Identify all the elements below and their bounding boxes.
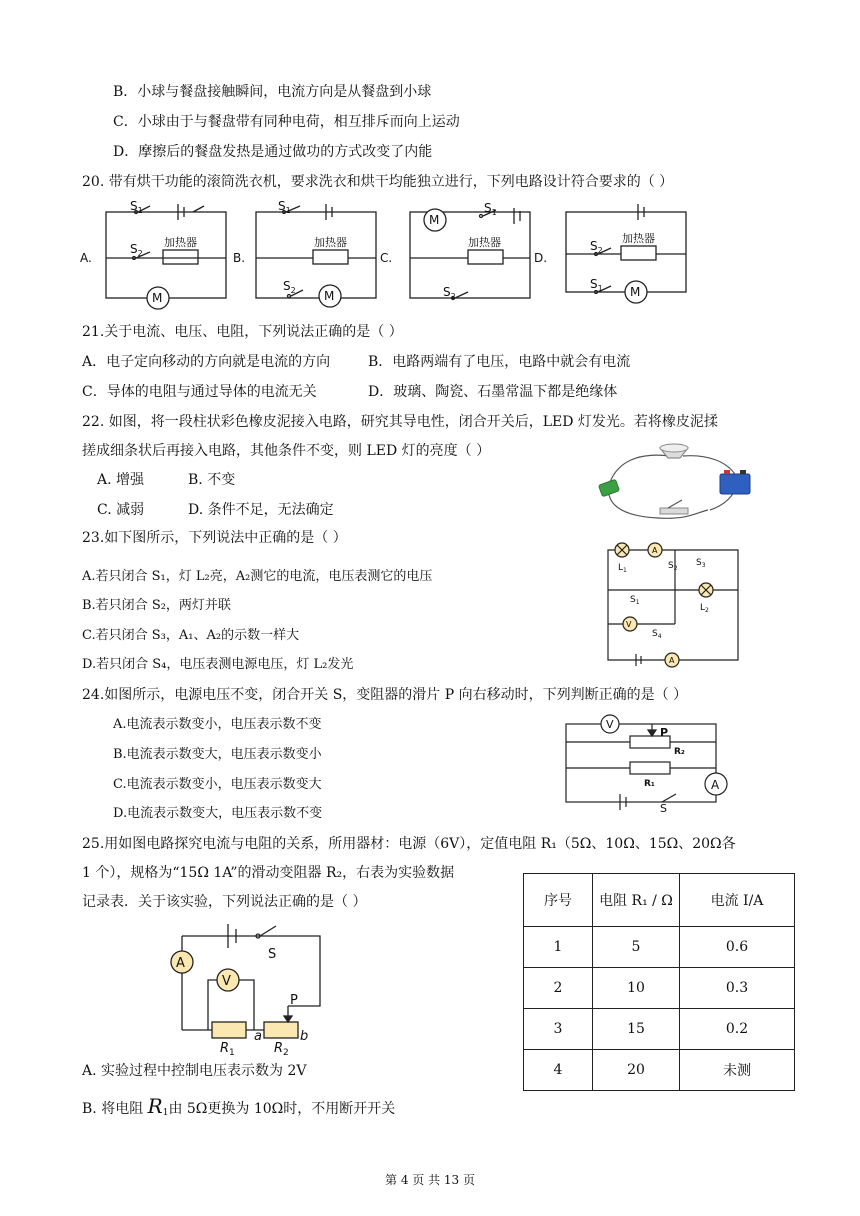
- q24-ammeter: A: [711, 778, 720, 792]
- q24-option-a: A.电流表示数变小，电压表示数不变: [113, 717, 322, 732]
- q20b-heater: 加热器: [314, 236, 347, 249]
- q23-s2-label: $S_2$: [668, 561, 678, 572]
- q25-s-label: S: [268, 947, 277, 962]
- q24-option-d: D.电流表示数变大，电压表示数不变: [113, 806, 323, 821]
- table-header-cell: 序号: [524, 874, 593, 927]
- q25-stem-3: 记录表．关于该实验，下列说法正确的是（ ）: [82, 894, 367, 910]
- q20a-motor: M: [152, 291, 163, 305]
- q21-option-b: B．电路两端有了电压，电路中就会有电流: [368, 354, 631, 370]
- q20-circuit-figures: [78, 198, 698, 308]
- q23-ammeter-2: A: [669, 656, 675, 665]
- q20-label-c: C.: [380, 251, 393, 265]
- q24-r1-label: R₁: [644, 779, 655, 789]
- table-header-cell: 电流 I/A: [680, 874, 795, 927]
- q24-p-label: P: [660, 726, 669, 739]
- table-cell: 3: [524, 1009, 593, 1050]
- q22-stem-2: 搓成细条状后再接入电路，其他条件不变，则 LED 灯的亮度（ ）: [82, 443, 491, 459]
- q23-option-c: C.若只闭合 S₃，A₁、A₂的示数一样大: [82, 628, 300, 643]
- q23-l1-label: $L_1$: [618, 563, 627, 574]
- q20b-s2: $S_2$: [283, 279, 296, 295]
- q20b-motor: M: [324, 289, 335, 303]
- q24-r2-label: R₂: [674, 747, 685, 757]
- q21-option-d: D．玻璃、陶瓷、石墨常温下都是绝缘体: [368, 384, 618, 400]
- table-cell: 未测: [680, 1050, 795, 1091]
- q22-option-c: C. 减弱: [97, 502, 145, 518]
- q23-s3-label: $S_3$: [696, 558, 706, 569]
- q20d-s1: $S_1$: [590, 277, 603, 293]
- table-cell: 4: [524, 1050, 593, 1091]
- q25-a-label: a: [254, 1029, 262, 1044]
- q23-ammeter-1: A: [652, 546, 658, 555]
- q24-option-b: B.电流表示数变大，电压表示数变小: [113, 747, 322, 762]
- table-cell: 5: [593, 927, 680, 968]
- table-row: [524, 968, 795, 1009]
- q24-circuit-diagram: [560, 706, 740, 815]
- q20d-heater: 加热器: [622, 232, 655, 245]
- table-cell: 2: [524, 968, 593, 1009]
- q22-stem-1: 22. 如图，将一段柱状彩色橡皮泥接入电路，研究其导电性，闭合开关后，LED 灯发光。若将橡皮泥揉: [82, 414, 718, 430]
- page-footer: 第 4 页 共 13 页: [385, 1173, 475, 1187]
- q25-p-label: P: [290, 993, 298, 1008]
- q23-option-b: B.若只闭合 S₂，两灯并联: [82, 598, 231, 613]
- q24-voltmeter: V: [606, 718, 614, 731]
- q20-label-a: A.: [80, 251, 92, 265]
- q23-voltmeter: V: [626, 620, 632, 629]
- q25-r2-label: $R_2$: [274, 1041, 289, 1058]
- q25-option-b: [82, 1096, 395, 1123]
- q20a-s1: $S_1$: [130, 199, 143, 215]
- table-cell: 15: [593, 1009, 680, 1050]
- q20-label-b: B.: [233, 251, 246, 265]
- table-row: [524, 1009, 795, 1050]
- q25-option-b-subscript: 1: [162, 1108, 169, 1118]
- q20d-s2: $S_2$: [590, 239, 603, 255]
- q24-option-c: C.电流表示数变小，电压表示数变大: [113, 777, 322, 792]
- table-header-cell: 电阻 R₁ / Ω: [593, 874, 680, 927]
- q21-stem: 21.关于电流、电压、电阻，下列说法正确的是（ ）: [82, 324, 403, 340]
- q23-stem: 23.如下图所示，下列说法中正确的是（ ）: [82, 530, 347, 546]
- q21-option-c: C．导体的电阻与通过导体的电流无关: [82, 384, 317, 400]
- q20c-s1: $S_1$: [484, 201, 497, 217]
- table-cell: 1: [524, 927, 593, 968]
- table-cell: 0.6: [680, 927, 795, 968]
- q25-ammeter: A: [176, 956, 185, 971]
- q25-data-table: [523, 873, 795, 1091]
- q25-r1-label: $R_1$: [220, 1041, 235, 1058]
- q20-stem: 20. 带有烘干功能的滚筒洗衣机，要求洗衣和烘干均能独立进行，下列电路设计符合要求的（ ）: [82, 174, 674, 190]
- q23-circuit-diagram: [600, 540, 746, 670]
- table-row: [524, 1050, 795, 1091]
- q23-option-d: D.若只闭合 S₄，电压表测电源电压，灯 L₂发光: [82, 657, 354, 672]
- q20a-s2: $S_2$: [130, 242, 143, 258]
- table-cell: 20: [593, 1050, 680, 1091]
- q20b-s1: $S_1$: [278, 199, 291, 215]
- q25-b-label: b: [300, 1029, 309, 1044]
- q20c-motor: M: [429, 213, 440, 227]
- q23-s4-label: $S_4$: [652, 629, 662, 640]
- q20c-heater: 加热器: [468, 236, 501, 249]
- q19-option-c: C．小球由于与餐盘带有同种电荷，相互排斥而向上运动: [113, 114, 460, 130]
- table-row: [524, 927, 795, 968]
- q20-label-d: D.: [534, 251, 548, 265]
- q22-led-circuit-image: [598, 442, 753, 522]
- q25-stem-2: 1 个），规格为“15Ω 1A”的滑动变阻器 R₂，右表为实验数据: [82, 865, 455, 881]
- q24-stem: 24.如图所示，电源电压不变，闭合开关 S，变阻器的滑片 P 向右移动时，下列判断正确的是（ ）: [82, 687, 688, 703]
- table-cell: 0.2: [680, 1009, 795, 1050]
- table-header-row: [524, 874, 795, 927]
- q25-stem-1: 25.用如图电路探究电流与电阻的关系，所用器材：电源（6V），定值电阻 R₁（5Ω、10Ω、15Ω、20Ω各: [82, 836, 736, 852]
- q19-option-d: D．摩擦后的餐盘发热是通过做功的方式改变了内能: [113, 144, 433, 160]
- q25-circuit-diagram: [160, 918, 340, 1058]
- q22-option-d: D. 条件不足，无法确定: [188, 502, 334, 518]
- q25-option-b-prefix: B. 将电阻: [82, 1101, 148, 1117]
- q22-option-a: A. 增强: [97, 472, 145, 488]
- q21-option-a: A．电子定向移动的方向就是电流的方向: [82, 354, 331, 370]
- q24-s-label: S: [660, 802, 667, 815]
- q20a-heater: 加热器: [164, 236, 197, 249]
- q25-option-b-resistor: R: [147, 1094, 163, 1118]
- q25-voltmeter: V: [222, 974, 231, 989]
- q25-option-a: A. 实验过程中控制电压表示数为 2V: [82, 1063, 307, 1079]
- table-cell: 10: [593, 968, 680, 1009]
- q19-option-b: B．小球与餐盘接触瞬间，电流方向是从餐盘到小球: [113, 84, 432, 100]
- q23-s1-label: $S_1$: [630, 595, 640, 606]
- q25-option-b-suffix: 由 5Ω更换为 10Ω时，不用断开开关: [168, 1101, 396, 1117]
- q23-option-a: A.若只闭合 S₁，灯 L₂亮，A₂测它的电流，电压表测它的电压: [82, 569, 433, 584]
- table-cell: 0.3: [680, 968, 795, 1009]
- q20d-motor: M: [630, 285, 641, 299]
- q23-l2-label: $L_2$: [700, 603, 709, 614]
- q22-option-b: B. 不变: [188, 472, 236, 488]
- q20c-s2: $S_2$: [443, 285, 456, 301]
